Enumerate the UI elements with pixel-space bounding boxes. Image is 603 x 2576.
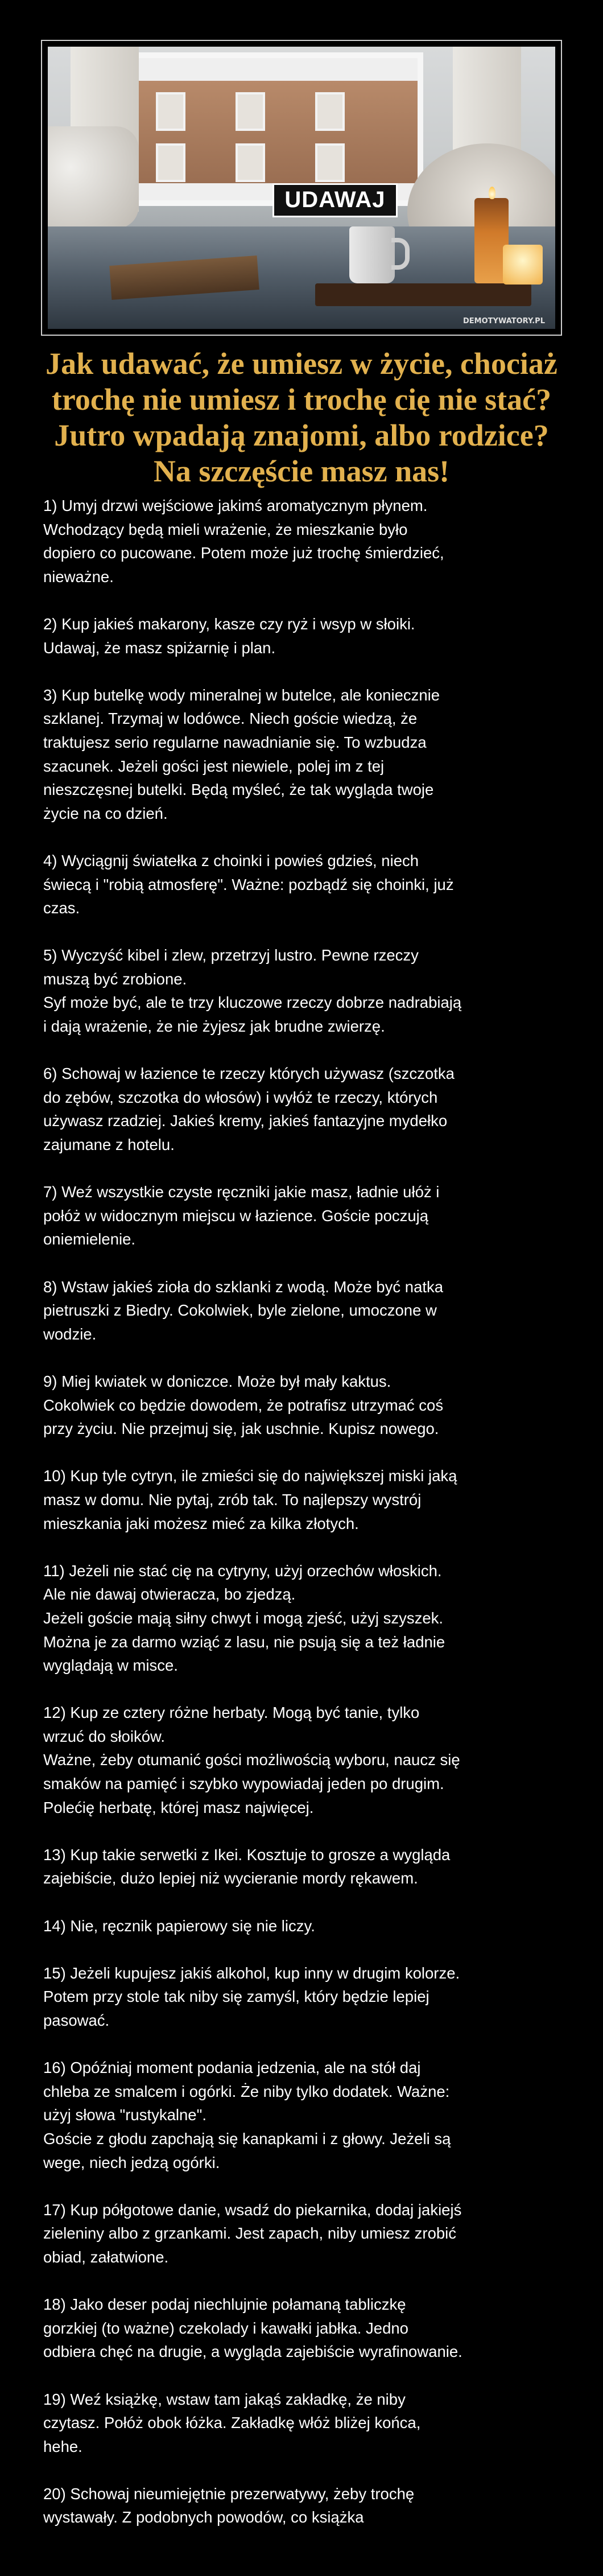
paragraph-line: 3) Kup butelkę wody mineralnej w butelce, ale koniecznie xyxy=(43,686,440,704)
paragraph-line: zajumane z hotelu. xyxy=(43,1136,175,1154)
paragraph-line: Ważne, żeby otumanić gości możliwością wyboru, naucz się xyxy=(43,1751,460,1769)
paragraph-line: 7) Weź wszystkie czyste ręczniki jakie masz, ładnie ułóż i xyxy=(43,1183,440,1201)
paragraph-line: nieszczęsnej butelki. Będą myśleć, że tak wygląda twoje xyxy=(43,781,434,799)
paragraph-line: wege, niech jedzą ogórki. xyxy=(43,2153,220,2171)
paragraph-line: 16) Opóźniaj moment podania jedzenia, ale na stół daj xyxy=(43,2059,421,2077)
paragraph-line: masz w domu. Nie pytaj, zrób tak. To najlepszy wystrój xyxy=(43,1490,422,1508)
article-paragraph xyxy=(43,1701,578,1819)
article-paragraph xyxy=(43,2482,578,2529)
paragraph-line: wrzuć do słoików. xyxy=(43,1727,165,1745)
paragraph-line: 8) Wstaw jakieś zioła do szklanki z wodą. Może być natka xyxy=(43,1277,444,1296)
paragraph-line: oniemielenie. xyxy=(43,1230,136,1248)
title-line: Jak udawać, że umiesz w życie, chociaż xyxy=(46,347,557,381)
paragraph-line: zajebiście, dużo lepiej niż wycieranie mordy rękawem. xyxy=(43,1869,418,1887)
building xyxy=(122,81,418,183)
paragraph-line: używasz rzadziej. Jakieś kremy, jakieś fantazyjne mydełko xyxy=(43,1112,448,1130)
paragraph-line: 1) Umyj drzwi wejściowe jakimś aromatycznym płynem. xyxy=(43,497,428,514)
cozy-window-photo xyxy=(48,47,555,329)
article-paragraph xyxy=(43,1961,578,2033)
paragraph-line: pasować. xyxy=(43,2012,110,2029)
candle-short xyxy=(503,245,543,285)
mug xyxy=(349,226,395,283)
title-line: trochę nie umiesz i trochę cię nie stać? xyxy=(51,382,552,417)
article-body xyxy=(43,494,578,2553)
article-paragraph xyxy=(43,1370,578,1441)
paragraph-line: 5) Wyczyść kibel i zlew, przetrzyj lustro. Pewne rzeczy xyxy=(43,946,419,965)
paragraph-line: traktujesz serio regularne nawadnianie się. To wzbudza xyxy=(43,733,427,751)
paragraph-line: Jeżeli goście mają siłny chwyt i mogą zjeść, użyj szyszek. xyxy=(43,1609,444,1627)
paragraph-line: Polećię herbatę, której masz najwięcej. xyxy=(43,1798,314,1816)
paragraph-line: Udawaj, że masz spiżarnię i plan. xyxy=(43,638,276,657)
paragraph-line: użyj słowa "rustykalne". xyxy=(43,2106,206,2124)
article-paragraph xyxy=(43,1464,578,1535)
paragraph-line: smaków na pamięć i szybko wypowiadaj jeden po drugim. xyxy=(43,1775,444,1793)
pillow xyxy=(48,126,139,229)
image-label: UDAWAJ xyxy=(272,183,398,217)
paragraph-line: 15) Jeżeli kupujesz jakiś alkohol, kup inny w drugim kolorze. xyxy=(43,1964,460,1982)
article-paragraph xyxy=(43,849,578,920)
paragraph-line: nieważne. xyxy=(43,567,114,586)
paragraph-line: Potem przy stole tak niby się zamyśl, który będzie lepiej xyxy=(43,1988,429,2006)
paragraph-line: mieszkania jaki możesz mieć za kilka złotych. xyxy=(43,1514,359,1532)
candle-flame xyxy=(489,187,495,199)
paragraph-line: 2) Kup jakieś makarony, kasze czy ryż i wsyp w słoiki. xyxy=(43,615,415,633)
article-paragraph xyxy=(43,1914,578,1938)
paragraph-line: Cokolwiek co będzie dowodem, że potrafisz utrzymać coś xyxy=(43,1396,444,1414)
article-paragraph xyxy=(43,1843,578,1890)
paragraph-line: 18) Jako deser podaj niechlujnie połamaną tabliczkę xyxy=(43,2295,406,2314)
paragraph-line: 14) Nie, ręcznik papierowy się nie liczy. xyxy=(43,1916,315,1935)
paragraph-line: chleba ze smalcem i ogórki. Że niby tylko dodatek. Ważne: xyxy=(43,2082,450,2100)
article-paragraph xyxy=(43,494,578,588)
article-paragraph xyxy=(43,1275,578,1346)
paragraph-line: 9) Miej kwiatek w doniczce. Może był mały kaktus. xyxy=(43,1372,391,1390)
paragraph-line: wystawały. Z podobnych powodów, co książka xyxy=(43,2508,364,2526)
paragraph-line: Ale nie dawaj otwieracza, bo zjedzą. xyxy=(43,1585,296,1604)
paragraph-line: 10) Kup tyle cytryn, ile zmieści się do największej miski jaką xyxy=(43,1467,457,1485)
paragraph-line: gorzkiej (to ważne) czekolady i kawałki jabłka. Jedno xyxy=(43,2319,408,2337)
watermark: DEMOTYWATORY.PL xyxy=(463,317,545,325)
paragraph-line: zieleniny albo z grzankami. Jest zapach, niby umiesz zrobić xyxy=(43,2224,457,2243)
paragraph-line: 11) Jeżeli nie stać cię na cytryny, użyj orzechów włoskich. xyxy=(43,1561,442,1580)
tray xyxy=(315,283,531,306)
paragraph-line: do zębów, szczotka do włosów) i wyłóż te rzeczy, których xyxy=(43,1088,438,1106)
paragraph-line: 17) Kup półgotowe danie, wsadź do piekarnika, dodaj jakiejś xyxy=(43,2200,462,2219)
paragraph-line: 19) Weź książkę, wstaw tam jakąś zakładkę, że niby xyxy=(43,2390,406,2408)
article-paragraph xyxy=(43,943,578,1038)
paragraph-line: połóż w widocznym miejscu w łazience. Goście poczują xyxy=(43,1206,429,1225)
paragraph-line: Można je za darmo wziąć z lasu, nie psują się a też ładnie xyxy=(43,1633,445,1651)
paragraph-line: pietruszki z Biedry. Cokolwiek, byle zielone, umoczone w xyxy=(43,1301,437,1320)
paragraph-line: dopiero co pucowane. Potem może już trochę śmierdzieć, xyxy=(43,544,444,562)
article-paragraph xyxy=(43,2056,578,2174)
paragraph-line: Wchodzący będą mieli wrażenie, że mieszkanie było xyxy=(43,520,408,538)
article-paragraph xyxy=(43,1062,578,1156)
paragraph-line: 20) Schowaj nieumiejętnie prezerwatywy, żeby trochę xyxy=(43,2484,415,2503)
paragraph-line: Syf może być, ale te trzy kluczowe rzeczy dobrze nadrabiają xyxy=(43,994,462,1012)
paragraph-line: wyglądają w misce. xyxy=(43,1656,178,1675)
article-paragraph xyxy=(43,2388,578,2459)
article-paragraph xyxy=(43,2198,578,2269)
article-paragraph xyxy=(43,1559,578,1678)
paragraph-line: 6) Schowaj w łazience te rzeczy których używasz (szczotka xyxy=(43,1065,455,1083)
page-title xyxy=(23,346,580,489)
article-paragraph xyxy=(43,2293,578,2364)
paragraph-line: 13) Kup takie serwetki z Ikei. Kosztuje to grosze a wygląda xyxy=(43,1845,451,1864)
paragraph-line: hehe. xyxy=(43,2437,82,2455)
paragraph-line: szacunek. Jeżeli gości jest niewiele, polej im z tej xyxy=(43,757,385,775)
paragraph-line: szklanej. Trzymaj w lodówce. Niech goście wiedzą, że xyxy=(43,710,418,728)
title-line: Na szczęście masz nas! xyxy=(153,454,450,488)
paragraph-line: życie na co dzień. xyxy=(43,804,168,822)
paragraph-line: świecą i "robią atmosferę". Ważne: pozbądź się choinki, już xyxy=(43,875,454,893)
paragraph-line: 12) Kup ze cztery różne herbaty. Mogą być tanie, tylko xyxy=(43,1704,420,1722)
paragraph-line: czas. xyxy=(43,899,80,917)
paragraph-line: 4) Wyciągnij światełka z choinki i powieś gdzieś, niech xyxy=(43,851,419,869)
photo-frame xyxy=(41,40,562,336)
paragraph-line: i dają wrażenie, że nie żyjesz jak brudne zwierzę. xyxy=(43,1017,385,1036)
paragraph-line: Goście z głodu zapchają się kanapkami i z głowy. Jeżeli są xyxy=(43,2129,451,2148)
paragraph-line: czytasz. Połóż obok łóżka. Zakładkę włóż bliżej końca, xyxy=(43,2414,421,2432)
article-paragraph xyxy=(43,683,578,826)
paragraph-line: wodzie. xyxy=(43,1325,97,1343)
paragraph-line: obiad, załatwione. xyxy=(43,2248,169,2266)
paragraph-line: przy życiu. Nie przejmuj się, jak uschnie. Kupisz nowego. xyxy=(43,1420,439,1438)
title-line: Jutro wpadają znajomi, albo rodzice? xyxy=(54,418,549,452)
article-paragraph xyxy=(43,612,578,660)
paragraph-line: odbiera chęć na drugie, a wygląda zajebiście wyrafinowanie. xyxy=(43,2343,462,2361)
article-paragraph xyxy=(43,1180,578,1251)
paragraph-line: muszą być zrobione. xyxy=(43,970,187,988)
